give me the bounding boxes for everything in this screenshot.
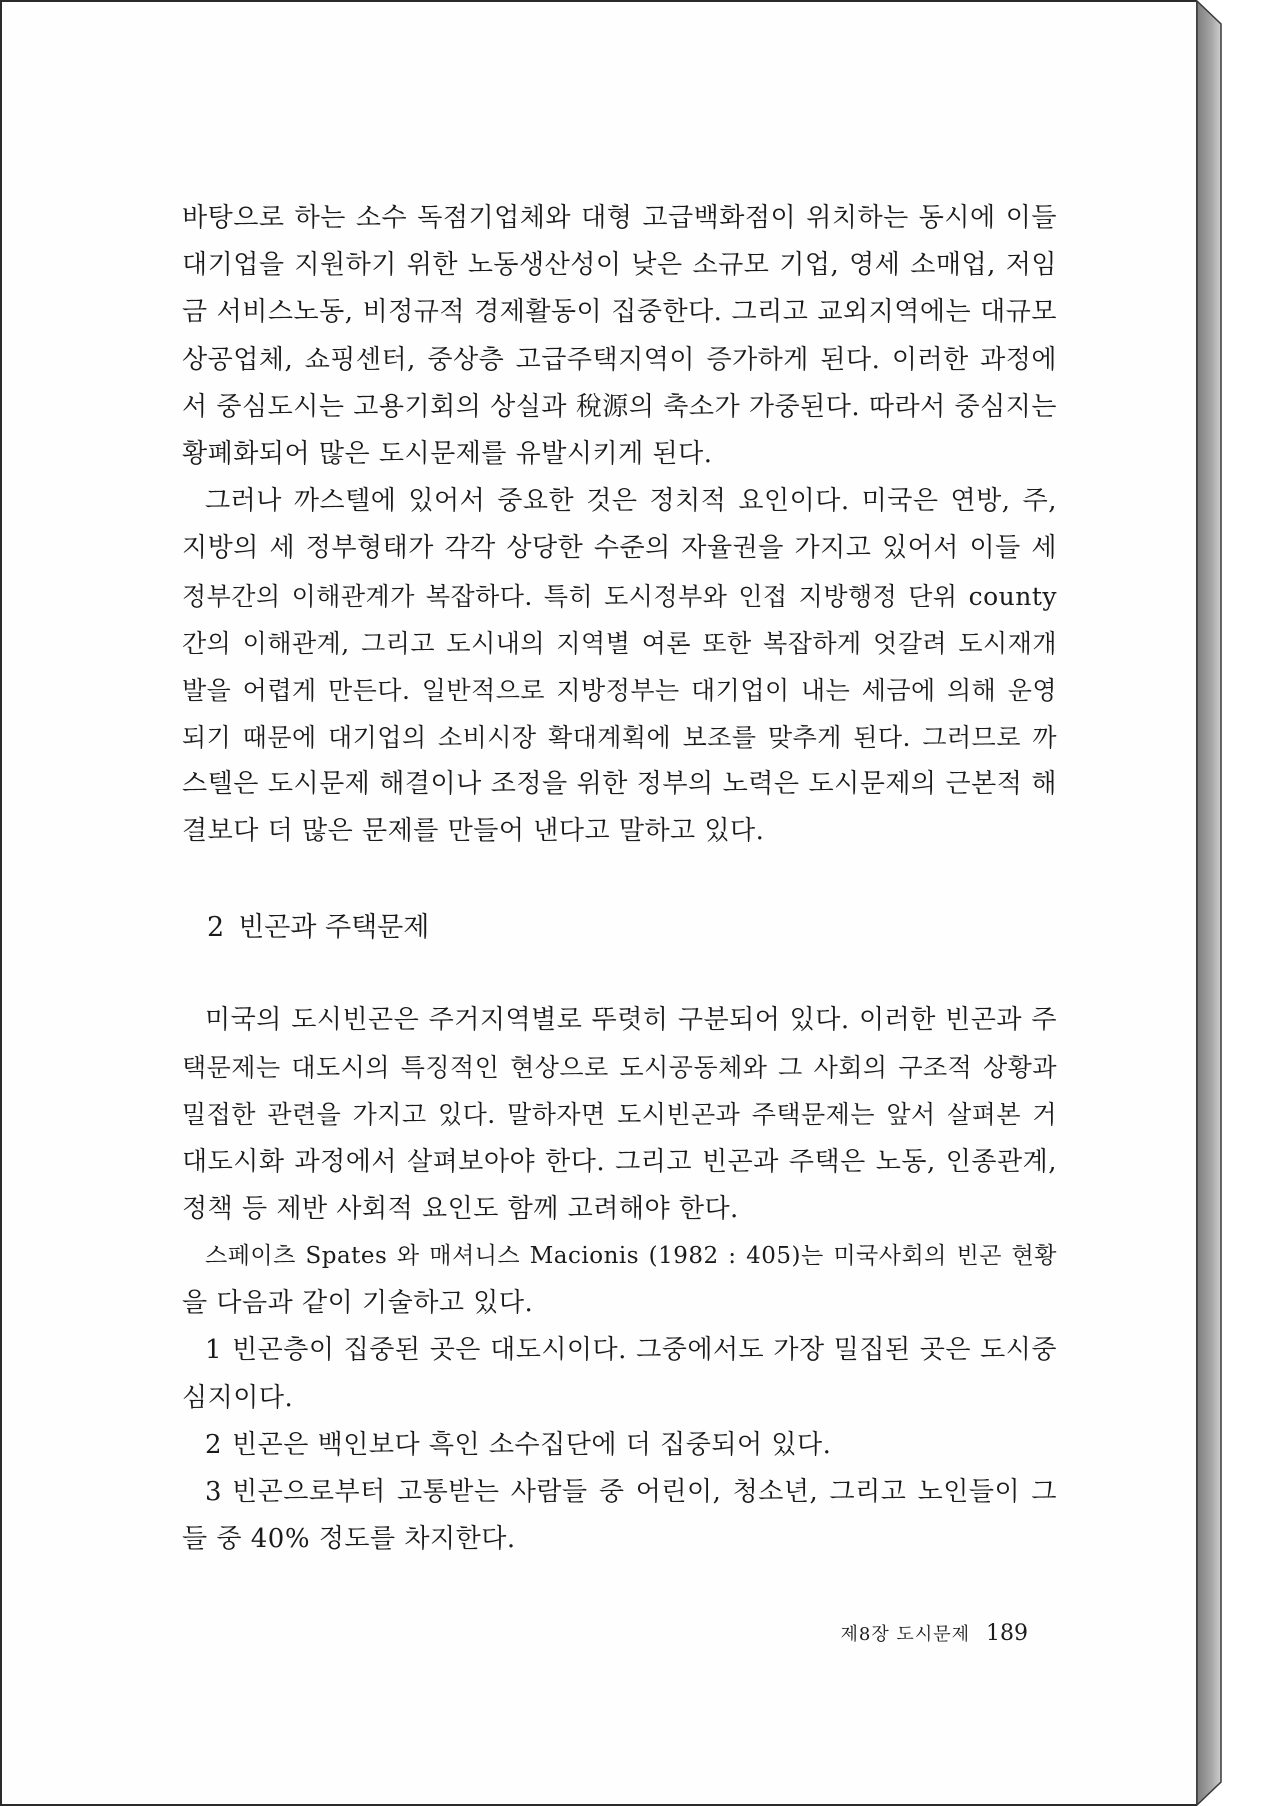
text-line: 발을 어렵게 만든다. 일반적으로 지방정부는 대기업이 내는 세금에 의해 운영 bbox=[182, 675, 1057, 705]
text-line: 금 서비스노동, 비정규적 경제활동이 집중한다. 그리고 교외지역에는 대규모 bbox=[182, 297, 1057, 328]
text-line: 정책 등 제반 사회적 요인도 함께 고려해야 한다. bbox=[182, 1193, 739, 1224]
section-text-bottom bbox=[182, 997, 1057, 1563]
list-item bbox=[182, 1422, 1057, 1469]
list-number: 3 bbox=[205, 1476, 223, 1507]
text-line bbox=[182, 1469, 1057, 1516]
text-line: 간의 이해관계, 그리고 도시내의 지역별 여론 또한 복잡하게 엇갈려 도시재개 bbox=[182, 628, 1057, 658]
text-line: 정부간의 이해관계가 복잡하다. 특히 도시정부와 인접 지방행정 단위 county bbox=[182, 581, 1057, 611]
page-number: 189 bbox=[986, 1621, 1028, 1646]
body-paragraph bbox=[182, 1233, 1057, 1327]
page-edge-shadow bbox=[1196, 0, 1226, 1806]
list-number: 1 bbox=[205, 1335, 223, 1366]
body-paragraph bbox=[182, 997, 1057, 1233]
list-text: 빈곤으로부터 고통받는 사람들 중 어린이, 청소년, 그리고 노인들이 그 bbox=[232, 1476, 1057, 1507]
list-text: 빈곤층이 집중된 곳은 대도시이다. 그중에서도 가장 밀집된 곳은 도시중 bbox=[232, 1335, 1057, 1366]
section-heading bbox=[207, 904, 429, 951]
text-line: 미국의 도시빈곤은 주거지역별로 뚜렷히 구분되어 있다. 이러한 빈곤과 주 bbox=[205, 1005, 1057, 1035]
body-paragraph bbox=[182, 195, 1057, 478]
text-line: 택문제는 대도시의 특징적인 현상으로 도시공동체와 그 사회의 구조적 상황과 bbox=[182, 1053, 1057, 1083]
text-line bbox=[182, 1422, 1057, 1469]
text-line: 지방의 세 정부형태가 각각 상당한 수준의 자율권을 가지고 있어서 이들 세 bbox=[182, 533, 1057, 564]
text-line: 되기 때문에 대기업의 소비시장 확대계획에 보조를 맞추게 된다. 그러므로 까 bbox=[182, 723, 1057, 753]
list-item bbox=[182, 1469, 1057, 1563]
list-text: 빈곤은 백인보다 흑인 소수집단에 더 집중되어 있다. bbox=[232, 1429, 832, 1460]
text-line: 대기업을 지원하기 위한 노동생산성이 낮은 소규모 기업, 영세 소매업, 저임 bbox=[182, 250, 1057, 281]
text-line: 심지이다. bbox=[182, 1382, 294, 1413]
text-line: 밀접한 관련을 가지고 있다. 말하자면 도시빈곤과 주택문제는 앞서 살펴본 거 bbox=[182, 1100, 1057, 1130]
text-line: 스텔은 도시문제 해결이나 조정을 위한 정부의 노력은 도시문제의 근본적 해 bbox=[182, 769, 1057, 800]
text-line: 결보다 더 많은 문제를 만들어 낸다고 말하고 있다. bbox=[182, 816, 765, 847]
list-number: 2 bbox=[205, 1429, 223, 1460]
list-item bbox=[182, 1327, 1057, 1421]
text-line: 상공업체, 쇼핑센터, 중상층 고급주택지역이 증가하게 된다. 이러한 과정에 bbox=[182, 344, 1057, 375]
text-line bbox=[182, 1327, 1057, 1374]
numbered-list bbox=[182, 1327, 1057, 1563]
section-title: 빈곤과 주택문제 bbox=[238, 912, 430, 943]
text-line: 황폐화되어 많은 도시문제를 유발시키게 된다. bbox=[182, 438, 713, 469]
body-paragraph bbox=[182, 478, 1057, 856]
text-line: 을 다음과 같이 기술하고 있다. bbox=[182, 1288, 534, 1319]
section-number: 2 bbox=[207, 912, 225, 943]
text-line: 들 중 40% 정도를 차지한다. bbox=[182, 1524, 516, 1555]
running-footer bbox=[780, 1614, 1028, 1654]
text-line: 스페이츠 Spates 와 매셔니스 Macionis (1982 : 405)는 미국사회의 빈곤 현황 bbox=[205, 1242, 1057, 1269]
text-line: 바탕으로 하는 소수 독점기업체와 대형 고급백화점이 위치하는 동시에 이들 bbox=[182, 203, 1057, 233]
text-line: 대도시화 과정에서 살펴보아야 한다. 그리고 빈곤과 주택은 노동, 인종관계, bbox=[182, 1146, 1057, 1177]
chapter-title: 제8장 도시문제 bbox=[840, 1624, 970, 1645]
section-text-top bbox=[182, 195, 1057, 856]
text-line: 그러나 까스텔에 있어서 중요한 것은 정치적 요인이다. 미국은 연방, 주, bbox=[205, 486, 1057, 517]
text-line: 서 중심도시는 고용기회의 상실과 稅源의 축소가 가중된다. 따라서 중심지는 bbox=[182, 391, 1057, 422]
